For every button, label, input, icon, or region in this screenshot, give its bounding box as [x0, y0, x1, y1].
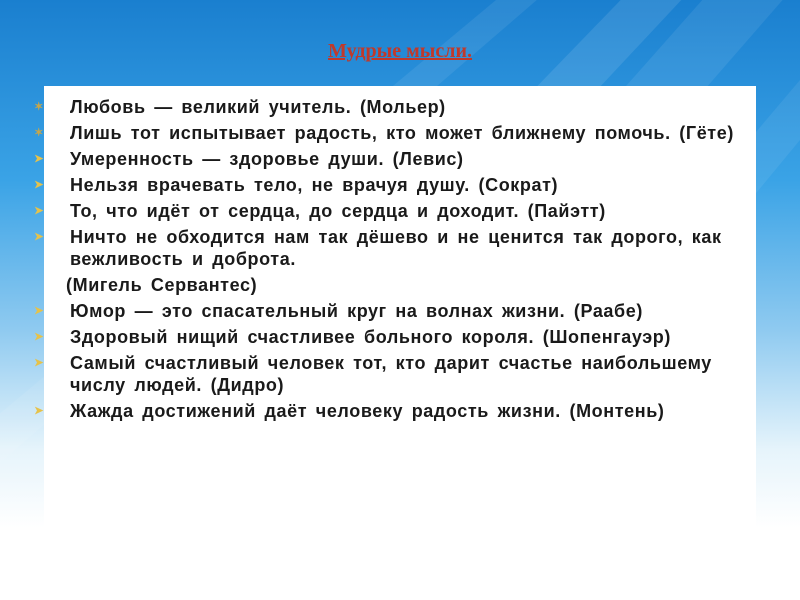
star-icon: ✶ [34, 101, 44, 113]
slide-title: Мудрые мысли. [328, 40, 472, 62]
quotes-list [34, 96, 750, 426]
list-item [34, 148, 750, 170]
list-item [34, 300, 750, 322]
quote-text: Ничто не обходится нам так дёшево и не ценится так дорого, как вежливость и доброта. [70, 227, 722, 269]
list-item [34, 174, 750, 196]
arrow-icon: ➤ [34, 179, 44, 191]
arrow-icon: ➤ [34, 305, 44, 317]
arrow-icon: ➤ [34, 205, 44, 217]
list-item [34, 226, 750, 270]
quote-text: Юмор — это спасательный круг на волнах жизни. (Раабе) [70, 301, 643, 321]
quote-text: Здоровый нищий счастливее больного короля. (Шопенгауэр) [70, 327, 671, 347]
arrow-icon: ➤ [34, 153, 44, 165]
list-item [34, 400, 750, 422]
arrow-icon: ➤ [34, 357, 44, 369]
list-item [34, 352, 750, 396]
quote-text: Самый счастливый человек тот, кто дарит счастье наибольшему числу людей. (Дидро) [70, 353, 712, 395]
quote-text: Лишь тот испытывает радость, кто может ближнему помочь. (Гёте) [70, 123, 734, 143]
list-item [66, 274, 750, 296]
star-icon: ✶ [34, 127, 44, 139]
quote-text: Жажда достижений даёт человеку радость жизни. (Монтень) [70, 401, 665, 421]
quote-text: Нельзя врачевать тело, не врачуя душу. (Сократ) [70, 175, 559, 195]
quote-text: То, что идёт от сердца, до сердца и доходит. (Пайэтт) [70, 201, 606, 221]
quote-text: (Мигель Сервантес) [66, 275, 258, 295]
arrow-icon: ➤ [34, 405, 44, 417]
list-item [34, 326, 750, 348]
arrow-icon: ➤ [34, 331, 44, 343]
arrow-icon: ➤ [34, 231, 44, 243]
list-item [34, 122, 750, 144]
quote-text: Умеренность — здоровье души. (Левис) [70, 149, 464, 169]
list-item [34, 200, 750, 222]
quote-text: Любовь — великий учитель. (Мольер) [70, 97, 446, 117]
list-item [34, 96, 750, 118]
